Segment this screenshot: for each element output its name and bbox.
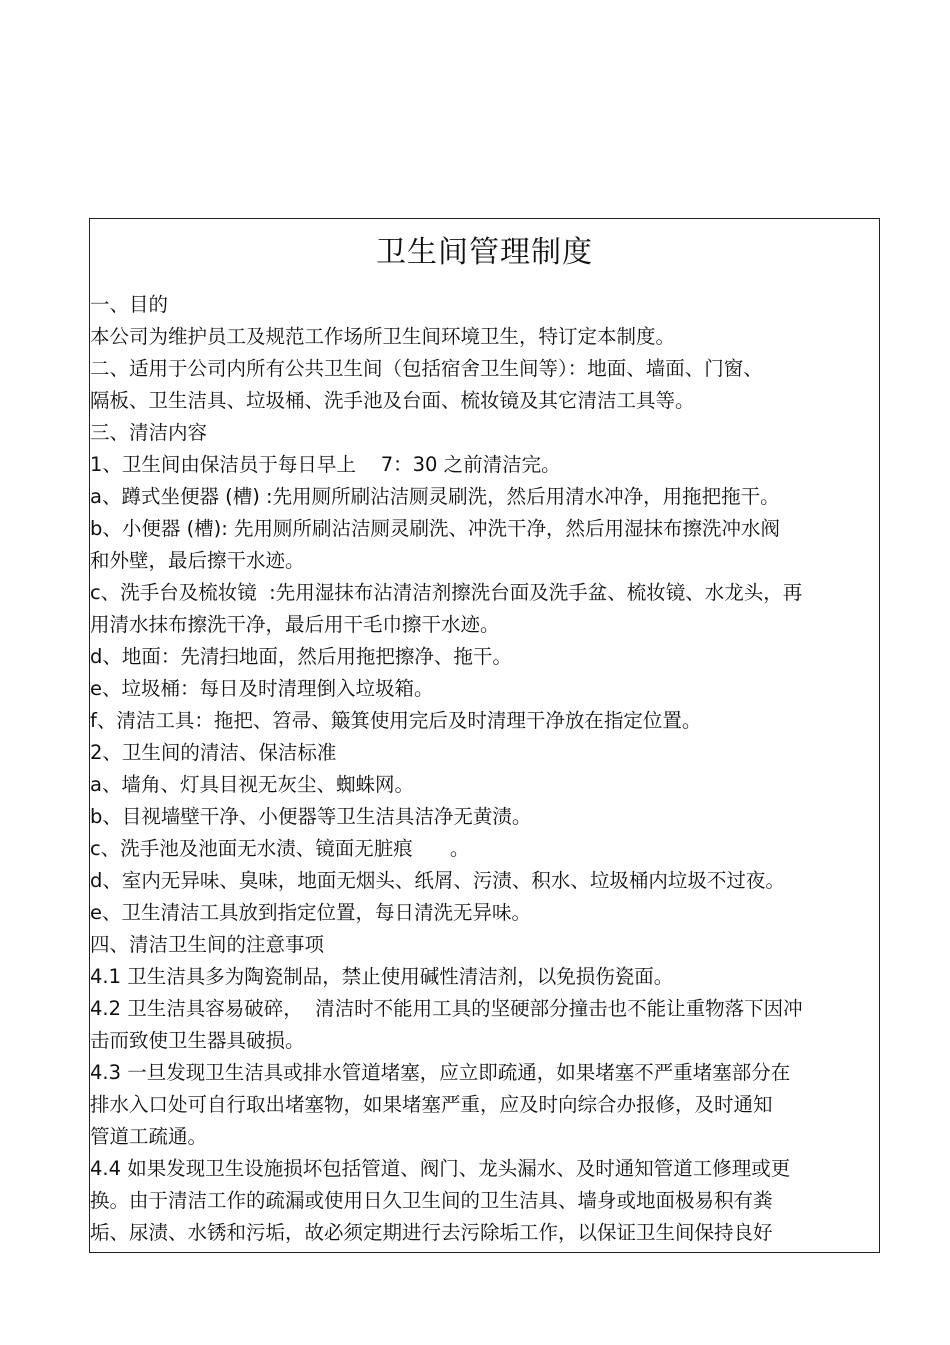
text-line: b、小便器 (槽): 先用厕所刷沾洁厕灵刷洗、冲洗干净，然后用湿抹布擦洗冲水阀 (90, 517, 781, 540)
text-line: 用清水抹布擦洗干净，最后用干毛巾擦干水迹。 (90, 613, 500, 636)
text-line: a、墙角、灯具目视无灰尘、蜘蛛网。 (90, 773, 414, 796)
section-heading-precautions: 四、清洁卫生间的注意事项 (90, 933, 325, 956)
text-line: 4.4 如果发现卫生设施损坏包括管道、阀门、龙头漏水、及时通知管道工修理或更 (90, 1157, 791, 1180)
subsection-heading-standards: 2、卫生间的清洁、保洁标准 (90, 741, 337, 764)
text-line: e、垃圾桶：每日及时清理倒入垃圾箱。 (90, 677, 434, 700)
text-line: 4.1 卫生洁具多为陶瓷制品，禁止使用碱性清洁剂，以免损伤瓷面。 (90, 965, 674, 988)
text-line: 排水入口处可自行取出堵塞物，如果堵塞严重，应及时向综合办报修，及时通知 (90, 1093, 773, 1116)
text-line: 垢、尿渍、水锈和污垢，故必须定期进行去污除垢工作，以保证卫生间保持良好 (90, 1221, 773, 1244)
text-line: 和外壁，最后擦干水迹。 (90, 549, 305, 572)
section-heading-scope: 二、适用于公司内所有公共卫生间（包括宿舍卫生间等）：地面、墙面、门窗、 (90, 357, 763, 380)
text-line: b、目视墙壁干净、小便器等卫生洁具洁净无黄渍。 (90, 805, 532, 828)
text-line: 管道工疏通。 (90, 1125, 208, 1148)
text-line: 4.3 一旦发现卫生洁具或排水管道堵塞，应立即疏通，如果堵塞不严重堵塞部分在 (90, 1061, 791, 1084)
text-line: d、地面：先清扫地面，然后用拖把擦净、拖干。 (90, 645, 512, 668)
text-line: 击而致使卫生器具破损。 (90, 1029, 305, 1052)
text-line: 隔板、卫生洁具、垃圾桶、洗手池及台面、梳妆镜及其它清洁工具等。 (90, 389, 695, 412)
text-line: 1、卫生间由保洁员于每日早上 7：30 之前清洁完。 (90, 453, 561, 476)
text-line: f、清洁工具：拖把、笤帚、簸箕使用完后及时清理干净放在指定位置。 (90, 709, 702, 732)
text-line: a、蹲式坐便器 (槽) :先用厕所刷沾洁厕灵刷洗，然后用清水冲净，用拖把拖干。 (90, 485, 780, 508)
section-heading-cleaning-content: 三、清洁内容 (90, 421, 208, 444)
document-frame (89, 218, 880, 1253)
text-line: 换。由于清洁工作的疏漏或使用日久卫生间的卫生洁具、墙身或地面极易积有粪 (90, 1189, 773, 1212)
text-line: 本公司为维护员工及规范工作场所卫生间环境卫生，特订定本制度。 (90, 325, 676, 348)
text-line: c、洗手池及池面无水渍、镜面无脏痕 。 (90, 837, 470, 860)
section-heading-purpose: 一、目的 (90, 293, 169, 316)
document-body (90, 289, 879, 1249)
text-line: 4.2 卫生洁具容易破碎， 清洁时不能用工具的坚硬部分撞击也不能让重物落下因冲 (90, 997, 803, 1020)
text-line: d、室内无异味、臭味，地面无烟头、纸屑、污渍、积水、垃圾桶内垃圾不过夜。 (90, 869, 785, 892)
text-line: e、卫生清洁工具放到指定位置，每日清洗无异味。 (90, 901, 531, 924)
text-line: c、洗手台及梳妆镜 :先用湿抹布沾清洁剂擦洗台面及洗手盆、梳妆镜、水龙头，再 (90, 581, 803, 604)
document-title: 卫生间管理制度 (376, 235, 593, 270)
